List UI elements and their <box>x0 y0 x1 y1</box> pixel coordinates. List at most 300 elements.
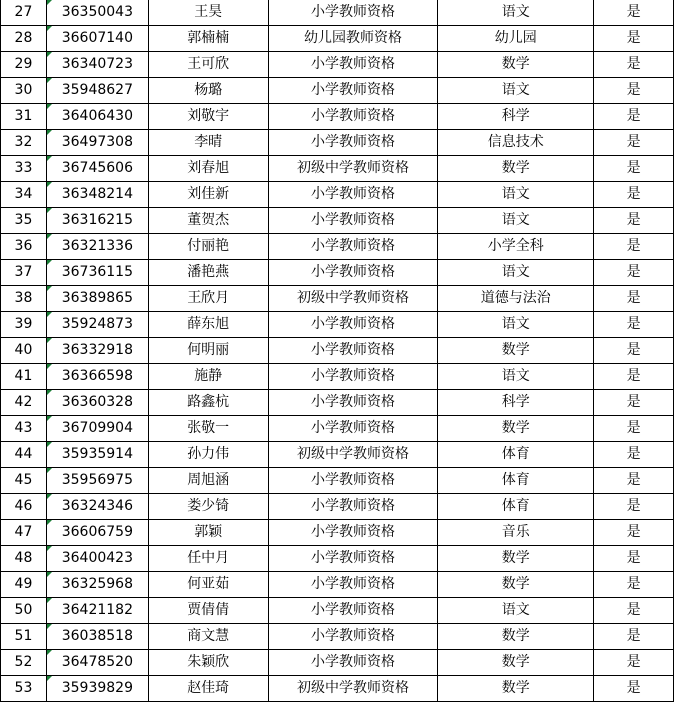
cell-seq-text: 46 <box>14 498 33 514</box>
cell-flag[interactable] <box>594 312 674 338</box>
cell-flag[interactable] <box>594 26 674 52</box>
cell-seq-text: 41 <box>14 368 33 384</box>
cell-name[interactable] <box>148 26 268 52</box>
cell-subject-text: 语文 <box>501 82 530 98</box>
cell-subject[interactable] <box>438 312 594 338</box>
table-row <box>1 104 674 130</box>
table-row <box>1 676 674 702</box>
cell-candidate-id-text: 36038518 <box>61 628 133 644</box>
cell-flag-text: 是 <box>626 628 641 644</box>
table-row <box>1 494 674 520</box>
number-as-text-marker-icon <box>47 364 52 369</box>
cell-name[interactable] <box>148 572 268 598</box>
cell-qualification[interactable] <box>268 286 438 312</box>
cell-subject-text: 音乐 <box>501 524 530 540</box>
cell-candidate-id[interactable] <box>46 390 148 416</box>
cell-candidate-id[interactable] <box>46 676 148 702</box>
cell-qualification[interactable] <box>268 442 438 468</box>
cell-qualification[interactable] <box>268 494 438 520</box>
cell-flag-text: 是 <box>626 212 641 228</box>
cell-subject-text: 数学 <box>501 550 530 566</box>
cell-flag[interactable] <box>594 650 674 676</box>
cell-candidate-id[interactable] <box>46 520 148 546</box>
number-as-text-marker-icon <box>47 78 52 83</box>
cell-flag[interactable] <box>594 390 674 416</box>
cell-subject[interactable] <box>438 52 594 78</box>
cell-flag[interactable] <box>594 130 674 156</box>
cell-name[interactable] <box>148 546 268 572</box>
cell-flag[interactable] <box>594 234 674 260</box>
cell-subject[interactable] <box>438 416 594 442</box>
cell-candidate-id[interactable] <box>46 598 148 624</box>
cell-candidate-id[interactable] <box>46 182 148 208</box>
cell-name[interactable] <box>148 0 268 26</box>
cell-flag[interactable] <box>594 182 674 208</box>
cell-flag-text: 是 <box>626 30 641 46</box>
cell-subject[interactable] <box>438 520 594 546</box>
cell-subject-text: 数学 <box>501 420 530 436</box>
number-as-text-marker-icon <box>47 130 52 135</box>
table-row <box>1 52 674 78</box>
cell-candidate-id[interactable] <box>46 286 148 312</box>
number-as-text-marker-icon <box>47 390 52 395</box>
cell-seq-text: 28 <box>14 30 33 46</box>
cell-candidate-id[interactable] <box>46 572 148 598</box>
cell-qualification-text: 小学教师资格 <box>310 108 395 124</box>
cell-subject[interactable] <box>438 650 594 676</box>
cell-qualification-text: 小学教师资格 <box>310 316 395 332</box>
table-row <box>1 364 674 390</box>
cell-name[interactable] <box>148 390 268 416</box>
cell-subject-text: 语文 <box>501 186 530 202</box>
cell-qualification-text: 小学教师资格 <box>310 472 395 488</box>
cell-candidate-id[interactable] <box>46 234 148 260</box>
cell-name[interactable] <box>148 234 268 260</box>
cell-flag[interactable] <box>594 208 674 234</box>
cell-subject[interactable] <box>438 260 594 286</box>
cell-seq[interactable] <box>1 676 47 702</box>
cell-subject[interactable] <box>438 494 594 520</box>
cell-seq-text: 35 <box>14 212 33 228</box>
cell-name[interactable] <box>148 598 268 624</box>
cell-name-text: 任中月 <box>187 550 230 566</box>
cell-name[interactable] <box>148 260 268 286</box>
cell-flag-text: 是 <box>626 342 641 358</box>
number-as-text-marker-icon <box>47 494 52 499</box>
cell-qualification-text: 初级中学教师资格 <box>296 446 409 462</box>
number-as-text-marker-icon <box>47 182 52 187</box>
table-row <box>1 572 674 598</box>
cell-candidate-id[interactable] <box>46 78 148 104</box>
cell-candidate-id-text: 36400423 <box>61 550 133 566</box>
cell-name[interactable] <box>148 130 268 156</box>
cell-seq[interactable] <box>1 0 47 26</box>
cell-flag[interactable] <box>594 260 674 286</box>
cell-candidate-id[interactable] <box>46 312 148 338</box>
number-as-text-marker-icon <box>47 156 52 161</box>
cell-candidate-id[interactable] <box>46 208 148 234</box>
cell-qualification-text: 小学教师资格 <box>310 524 395 540</box>
cell-seq[interactable] <box>1 494 47 520</box>
cell-qualification[interactable] <box>268 208 438 234</box>
cell-flag[interactable] <box>594 338 674 364</box>
table-row <box>1 234 674 260</box>
cell-subject[interactable] <box>438 26 594 52</box>
cell-flag-text: 是 <box>626 524 641 540</box>
cell-subject[interactable] <box>438 104 594 130</box>
cell-seq-text: 36 <box>14 238 33 254</box>
cell-subject-text: 体育 <box>501 472 530 488</box>
cell-flag[interactable] <box>594 572 674 598</box>
cell-subject[interactable] <box>438 0 594 26</box>
cell-name[interactable] <box>148 364 268 390</box>
cell-name[interactable] <box>148 416 268 442</box>
cell-qualification[interactable] <box>268 156 438 182</box>
cell-name-text: 李晴 <box>194 134 223 150</box>
number-as-text-marker-icon <box>47 572 52 577</box>
number-as-text-marker-icon <box>47 26 52 31</box>
cell-name-text: 王昊 <box>194 4 223 20</box>
cell-seq[interactable] <box>1 52 47 78</box>
cell-candidate-id[interactable] <box>46 52 148 78</box>
cell-subject-text: 数学 <box>501 654 530 670</box>
cell-seq[interactable] <box>1 286 47 312</box>
number-as-text-marker-icon <box>47 676 52 681</box>
cell-candidate-id[interactable] <box>46 650 148 676</box>
cell-flag-text: 是 <box>626 576 641 592</box>
cell-seq[interactable] <box>1 130 47 156</box>
cell-subject[interactable] <box>438 208 594 234</box>
cell-qualification[interactable] <box>268 676 438 702</box>
cell-name-text: 孙力伟 <box>187 446 230 462</box>
cell-seq-text: 38 <box>14 290 33 306</box>
cell-qualification[interactable] <box>268 546 438 572</box>
cell-flag[interactable] <box>594 286 674 312</box>
cell-flag-text: 是 <box>626 160 641 176</box>
cell-seq[interactable] <box>1 624 47 650</box>
cell-qualification[interactable] <box>268 624 438 650</box>
cell-qualification[interactable] <box>268 234 438 260</box>
cell-name[interactable] <box>148 520 268 546</box>
cell-candidate-id[interactable] <box>46 130 148 156</box>
cell-subject-text: 语文 <box>501 4 530 20</box>
cell-qualification-text: 小学教师资格 <box>310 186 395 202</box>
cell-flag-text: 是 <box>626 654 641 670</box>
cell-seq[interactable] <box>1 468 47 494</box>
cell-qualification-text: 小学教师资格 <box>310 56 395 72</box>
cell-subject[interactable] <box>438 156 594 182</box>
cell-seq[interactable] <box>1 390 47 416</box>
cell-seq[interactable] <box>1 156 47 182</box>
cell-qualification[interactable] <box>268 390 438 416</box>
cell-candidate-id[interactable] <box>46 26 148 52</box>
cell-name-text: 薛东旭 <box>187 316 230 332</box>
cell-candidate-id-text: 36736115 <box>61 264 133 280</box>
cell-name-text: 张敬一 <box>187 420 230 436</box>
cell-qualification-text: 小学教师资格 <box>310 420 395 436</box>
cell-name-text: 刘春旭 <box>187 160 230 176</box>
cell-qualification[interactable] <box>268 182 438 208</box>
cell-qualification-text: 小学教师资格 <box>310 550 395 566</box>
cell-qualification[interactable] <box>268 468 438 494</box>
cell-subject-text: 体育 <box>501 498 530 514</box>
cell-flag[interactable] <box>594 624 674 650</box>
cell-seq[interactable] <box>1 520 47 546</box>
cell-seq-text: 31 <box>14 108 33 124</box>
cell-qualification[interactable] <box>268 650 438 676</box>
cell-name[interactable] <box>148 442 268 468</box>
cell-flag-text: 是 <box>626 56 641 72</box>
cell-candidate-id-text: 36478520 <box>61 654 133 670</box>
number-as-text-marker-icon <box>47 52 52 57</box>
cell-name-text: 王欣月 <box>187 290 230 306</box>
cell-candidate-id[interactable] <box>46 156 148 182</box>
cell-subject[interactable] <box>438 468 594 494</box>
cell-qualification[interactable] <box>268 26 438 52</box>
cell-qualification-text: 幼儿园教师资格 <box>303 30 402 46</box>
cell-qualification[interactable] <box>268 364 438 390</box>
cell-qualification[interactable] <box>268 416 438 442</box>
cell-seq-text: 40 <box>14 342 33 358</box>
cell-seq[interactable] <box>1 364 47 390</box>
cell-name-text: 潘艳燕 <box>187 264 230 280</box>
cell-name[interactable] <box>148 468 268 494</box>
cell-seq[interactable] <box>1 338 47 364</box>
cell-qualification-text: 小学教师资格 <box>310 82 395 98</box>
table-row <box>1 546 674 572</box>
cell-candidate-id-text: 35948627 <box>61 82 133 98</box>
cell-qualification-text: 小学教师资格 <box>310 654 395 670</box>
cell-flag-text: 是 <box>626 82 641 98</box>
cell-candidate-id[interactable] <box>46 494 148 520</box>
cell-candidate-id[interactable] <box>46 338 148 364</box>
cell-candidate-id[interactable] <box>46 442 148 468</box>
cell-candidate-id[interactable] <box>46 416 148 442</box>
cell-name[interactable] <box>148 208 268 234</box>
cell-flag[interactable] <box>594 546 674 572</box>
cell-flag-text: 是 <box>626 680 641 696</box>
cell-qualification[interactable] <box>268 78 438 104</box>
cell-candidate-id[interactable] <box>46 260 148 286</box>
table-body <box>1 0 674 702</box>
cell-flag-text: 是 <box>626 420 641 436</box>
cell-seq[interactable] <box>1 312 47 338</box>
cell-qualification-text: 小学教师资格 <box>310 576 395 592</box>
cell-candidate-id[interactable] <box>46 468 148 494</box>
cell-name[interactable] <box>148 650 268 676</box>
table-row <box>1 78 674 104</box>
number-as-text-marker-icon <box>47 650 52 655</box>
cell-candidate-id-text: 36421182 <box>61 602 133 618</box>
cell-subject[interactable] <box>438 390 594 416</box>
cell-seq[interactable] <box>1 572 47 598</box>
cell-subject-text: 数学 <box>501 342 530 358</box>
cell-name-text: 刘敬宇 <box>187 108 230 124</box>
cell-name[interactable] <box>148 182 268 208</box>
cell-name[interactable] <box>148 494 268 520</box>
cell-qualification[interactable] <box>268 260 438 286</box>
number-as-text-marker-icon <box>47 598 52 603</box>
cell-name-text: 郭颖 <box>194 524 223 540</box>
table-row <box>1 156 674 182</box>
cell-subject[interactable] <box>438 676 594 702</box>
cell-seq[interactable] <box>1 260 47 286</box>
number-as-text-marker-icon <box>47 234 52 239</box>
cell-qualification[interactable] <box>268 572 438 598</box>
cell-seq-text: 33 <box>14 160 33 176</box>
table-row <box>1 182 674 208</box>
cell-flag[interactable] <box>594 676 674 702</box>
table-row <box>1 520 674 546</box>
cell-candidate-id-text: 36321336 <box>61 238 133 254</box>
cell-subject[interactable] <box>438 598 594 624</box>
cell-qualification[interactable] <box>268 338 438 364</box>
cell-name[interactable] <box>148 676 268 702</box>
cell-seq[interactable] <box>1 598 47 624</box>
cell-seq-text: 49 <box>14 576 33 592</box>
cell-seq[interactable] <box>1 416 47 442</box>
cell-flag-text: 是 <box>626 290 641 306</box>
cell-candidate-id-text: 36316215 <box>61 212 133 228</box>
cell-name[interactable] <box>148 338 268 364</box>
cell-seq-text: 42 <box>14 394 33 410</box>
cell-name[interactable] <box>148 52 268 78</box>
cell-subject[interactable] <box>438 442 594 468</box>
cell-seq-text: 44 <box>14 446 33 462</box>
cell-seq-text: 30 <box>14 82 33 98</box>
cell-name-text: 王可欣 <box>187 56 230 72</box>
cell-flag-text: 是 <box>626 134 641 150</box>
cell-name[interactable] <box>148 104 268 130</box>
cell-flag[interactable] <box>594 442 674 468</box>
cell-seq[interactable] <box>1 26 47 52</box>
cell-name[interactable] <box>148 312 268 338</box>
cell-candidate-id-text: 36497308 <box>61 134 133 150</box>
cell-qualification[interactable] <box>268 0 438 26</box>
cell-qualification[interactable] <box>268 130 438 156</box>
cell-flag[interactable] <box>594 104 674 130</box>
cell-seq-text: 27 <box>14 4 33 20</box>
cell-seq[interactable] <box>1 78 47 104</box>
cell-candidate-id-text: 36324346 <box>61 498 133 514</box>
cell-seq[interactable] <box>1 182 47 208</box>
cell-seq[interactable] <box>1 650 47 676</box>
cell-flag[interactable] <box>594 468 674 494</box>
cell-seq[interactable] <box>1 234 47 260</box>
cell-name-text: 路鑫杭 <box>187 394 230 410</box>
number-as-text-marker-icon <box>47 0 52 5</box>
cell-seq[interactable] <box>1 104 47 130</box>
cell-flag-text: 是 <box>626 446 641 462</box>
cell-flag[interactable] <box>594 494 674 520</box>
cell-name[interactable] <box>148 286 268 312</box>
cell-subject-text: 数学 <box>501 56 530 72</box>
cell-candidate-id-text: 35924873 <box>61 316 133 332</box>
cell-flag-text: 是 <box>626 368 641 384</box>
cell-qualification-text: 小学教师资格 <box>310 212 395 228</box>
cell-subject[interactable] <box>438 234 594 260</box>
cell-qualification[interactable] <box>268 104 438 130</box>
cell-qualification[interactable] <box>268 312 438 338</box>
cell-flag[interactable] <box>594 78 674 104</box>
table-row <box>1 416 674 442</box>
cell-subject[interactable] <box>438 572 594 598</box>
cell-candidate-id-text: 35935914 <box>61 446 133 462</box>
cell-candidate-id[interactable] <box>46 624 148 650</box>
cell-subject[interactable] <box>438 546 594 572</box>
cell-qualification[interactable] <box>268 598 438 624</box>
cell-flag-text: 是 <box>626 472 641 488</box>
cell-subject-text: 数学 <box>501 160 530 176</box>
number-as-text-marker-icon <box>47 416 52 421</box>
cell-seq-text: 45 <box>14 472 33 488</box>
cell-flag-text: 是 <box>626 186 641 202</box>
cell-subject[interactable] <box>438 364 594 390</box>
cell-subject[interactable] <box>438 78 594 104</box>
table-row <box>1 26 674 52</box>
cell-qualification-text: 初级中学教师资格 <box>296 680 409 696</box>
cell-name[interactable] <box>148 624 268 650</box>
cell-flag[interactable] <box>594 416 674 442</box>
cell-subject[interactable] <box>438 338 594 364</box>
cell-candidate-id[interactable] <box>46 364 148 390</box>
cell-seq-text: 50 <box>14 602 33 618</box>
cell-name-text: 朱颖欣 <box>187 654 230 670</box>
cell-name-text: 商文慧 <box>187 628 230 644</box>
cell-candidate-id-text: 36745606 <box>61 160 133 176</box>
cell-subject-text: 数学 <box>501 628 530 644</box>
cell-subject[interactable] <box>438 130 594 156</box>
cell-flag[interactable] <box>594 52 674 78</box>
cell-qualification-text: 小学教师资格 <box>310 368 395 384</box>
cell-seq[interactable] <box>1 208 47 234</box>
number-as-text-marker-icon <box>47 624 52 629</box>
cell-flag[interactable] <box>594 598 674 624</box>
cell-flag[interactable] <box>594 520 674 546</box>
table-row <box>1 338 674 364</box>
cell-name-text: 郭楠楠 <box>187 30 230 46</box>
cell-seq[interactable] <box>1 442 47 468</box>
cell-seq[interactable] <box>1 546 47 572</box>
cell-flag[interactable] <box>594 0 674 26</box>
table-row <box>1 390 674 416</box>
cell-subject-text: 语文 <box>501 368 530 384</box>
cell-candidate-id-text: 35939829 <box>61 680 133 696</box>
cell-qualification-text: 小学教师资格 <box>310 4 395 20</box>
cell-qualification[interactable] <box>268 52 438 78</box>
number-as-text-marker-icon <box>47 546 52 551</box>
cell-name[interactable] <box>148 156 268 182</box>
cell-subject[interactable] <box>438 624 594 650</box>
cell-candidate-id[interactable] <box>46 104 148 130</box>
cell-name-text: 付丽艳 <box>187 238 230 254</box>
cell-candidate-id[interactable] <box>46 546 148 572</box>
cell-flag-text: 是 <box>626 394 641 410</box>
number-as-text-marker-icon <box>47 520 52 525</box>
cell-qualification-text: 小学教师资格 <box>310 238 395 254</box>
cell-flag[interactable] <box>594 156 674 182</box>
cell-qualification[interactable] <box>268 520 438 546</box>
cell-name-text: 杨璐 <box>194 82 223 98</box>
number-as-text-marker-icon <box>47 312 52 317</box>
cell-candidate-id[interactable] <box>46 0 148 26</box>
cell-name[interactable] <box>148 78 268 104</box>
cell-name-text: 董贺杰 <box>187 212 230 228</box>
cell-subject-text: 数学 <box>501 680 530 696</box>
cell-flag[interactable] <box>594 364 674 390</box>
cell-subject[interactable] <box>438 182 594 208</box>
cell-subject[interactable] <box>438 286 594 312</box>
